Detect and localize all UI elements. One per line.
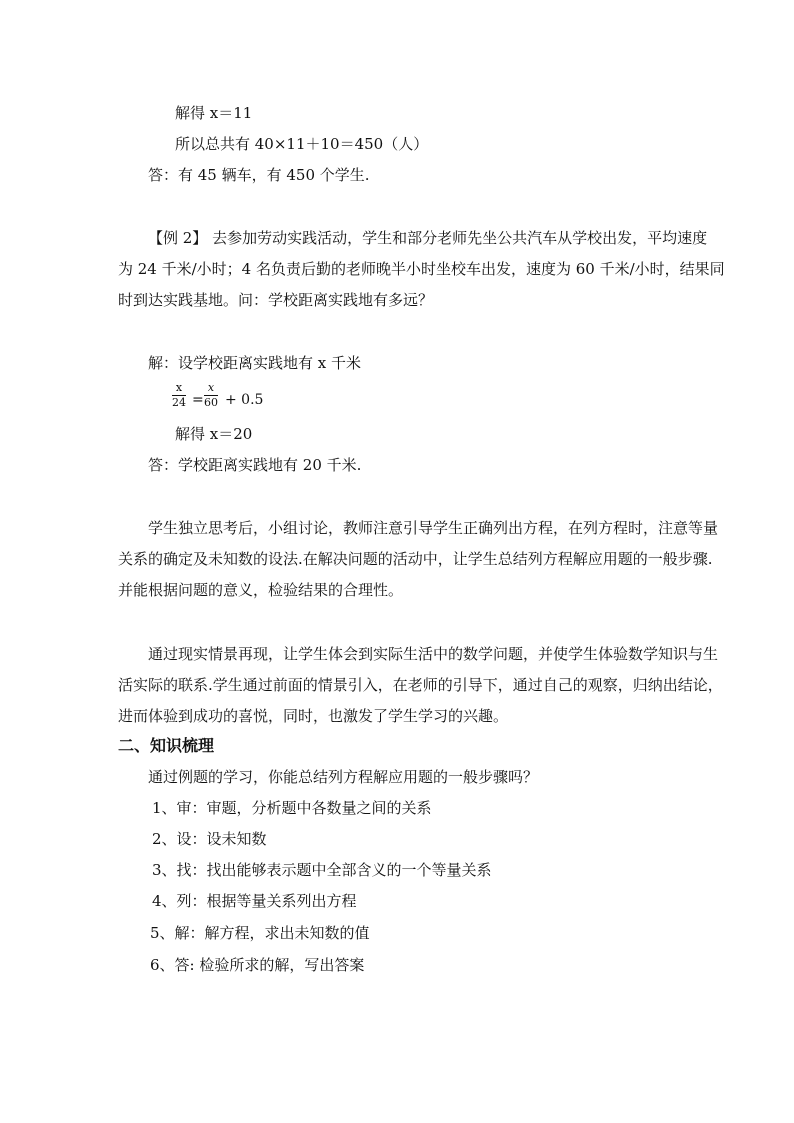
step-item-1: 1、审：审题，分析题中各数量之间的关系 [152,799,432,817]
fraction-right [204,382,218,409]
answer-line-1: 答：有 45 辆车，有 450 个学生. [148,166,370,184]
paragraph1-line1: 学生独立思考后，小组讨论，教师注意引导学生正确列出方程，在列方程时，注意等量 [148,519,719,537]
paragraph2-line1: 通过现实情景再现，让学生体会到实际生活中的数学问题，并使学生体验数学知识与生 [148,645,719,663]
example2-problem-line3: 时到达实践基地。问：学校距离实践地有多远？ [118,291,434,309]
paragraph1-line2: 关系的确定及未知数的设法.在解决问题的活动中，让学生总结列方程解应用题的一般步骤. [118,550,713,568]
step-item-2: 2、设：设未知数 [152,830,267,848]
solve-line-1: 解得 x＝11 [175,104,253,122]
example2-problem-line1: 【例 2】 去参加劳动实践活动，学生和部分老师先坐公共汽车从学校出发，平均速度 [148,229,708,247]
fraction-right-denominator: 60 [204,396,218,409]
plus-term: + 0.5 [225,392,264,408]
paragraph2-line3: 进而体验到成功的喜悦，同时，也激发了学生学习的兴趣。 [118,707,509,725]
solution-intro: 解：设学校距离实践地有 x 千米 [148,354,361,372]
total-line: 所以总共有 40×11＋10＝450（人） [175,135,429,153]
example2-problem-line2: 为 24 千米/小时；4 名负责后勤的老师晚半小时坐校车出发，速度为 60 千米/小时，结果同 [118,260,725,278]
fraction-left-denominator: 24 [172,396,186,409]
fraction-right-numerator: x [207,381,215,394]
equals-sign: = [192,392,204,408]
fraction-left [172,382,186,409]
step-item-3: 3、找：找出能够表示题中全部含义的一个等量关系 [152,861,492,879]
section-heading: 二、知识梳理 [118,736,215,755]
fraction-left-numerator: x [175,381,183,394]
solve-line-2: 解得 x＝20 [175,425,253,443]
paragraph2-line2: 活实际的联系.学生通过前面的情景引入，在老师的引导下，通过自己的观察，归纳出结论， [118,676,723,694]
section-question: 通过例题的学习，你能总结列方程解应用题的一般步骤吗？ [148,768,539,786]
paragraph1-line3: 并能根据问题的意义，检验结果的合理性。 [118,581,404,599]
step-item-5: 5、解：解方程，求出未知数的值 [150,924,370,942]
step-item-6: 6、答: 检验所求的解，写出答案 [150,956,365,974]
step-item-4: 4、列：根据等量关系列出方程 [152,892,357,910]
answer-line-2: 答：学校距离实践地有 20 千米. [148,456,362,474]
